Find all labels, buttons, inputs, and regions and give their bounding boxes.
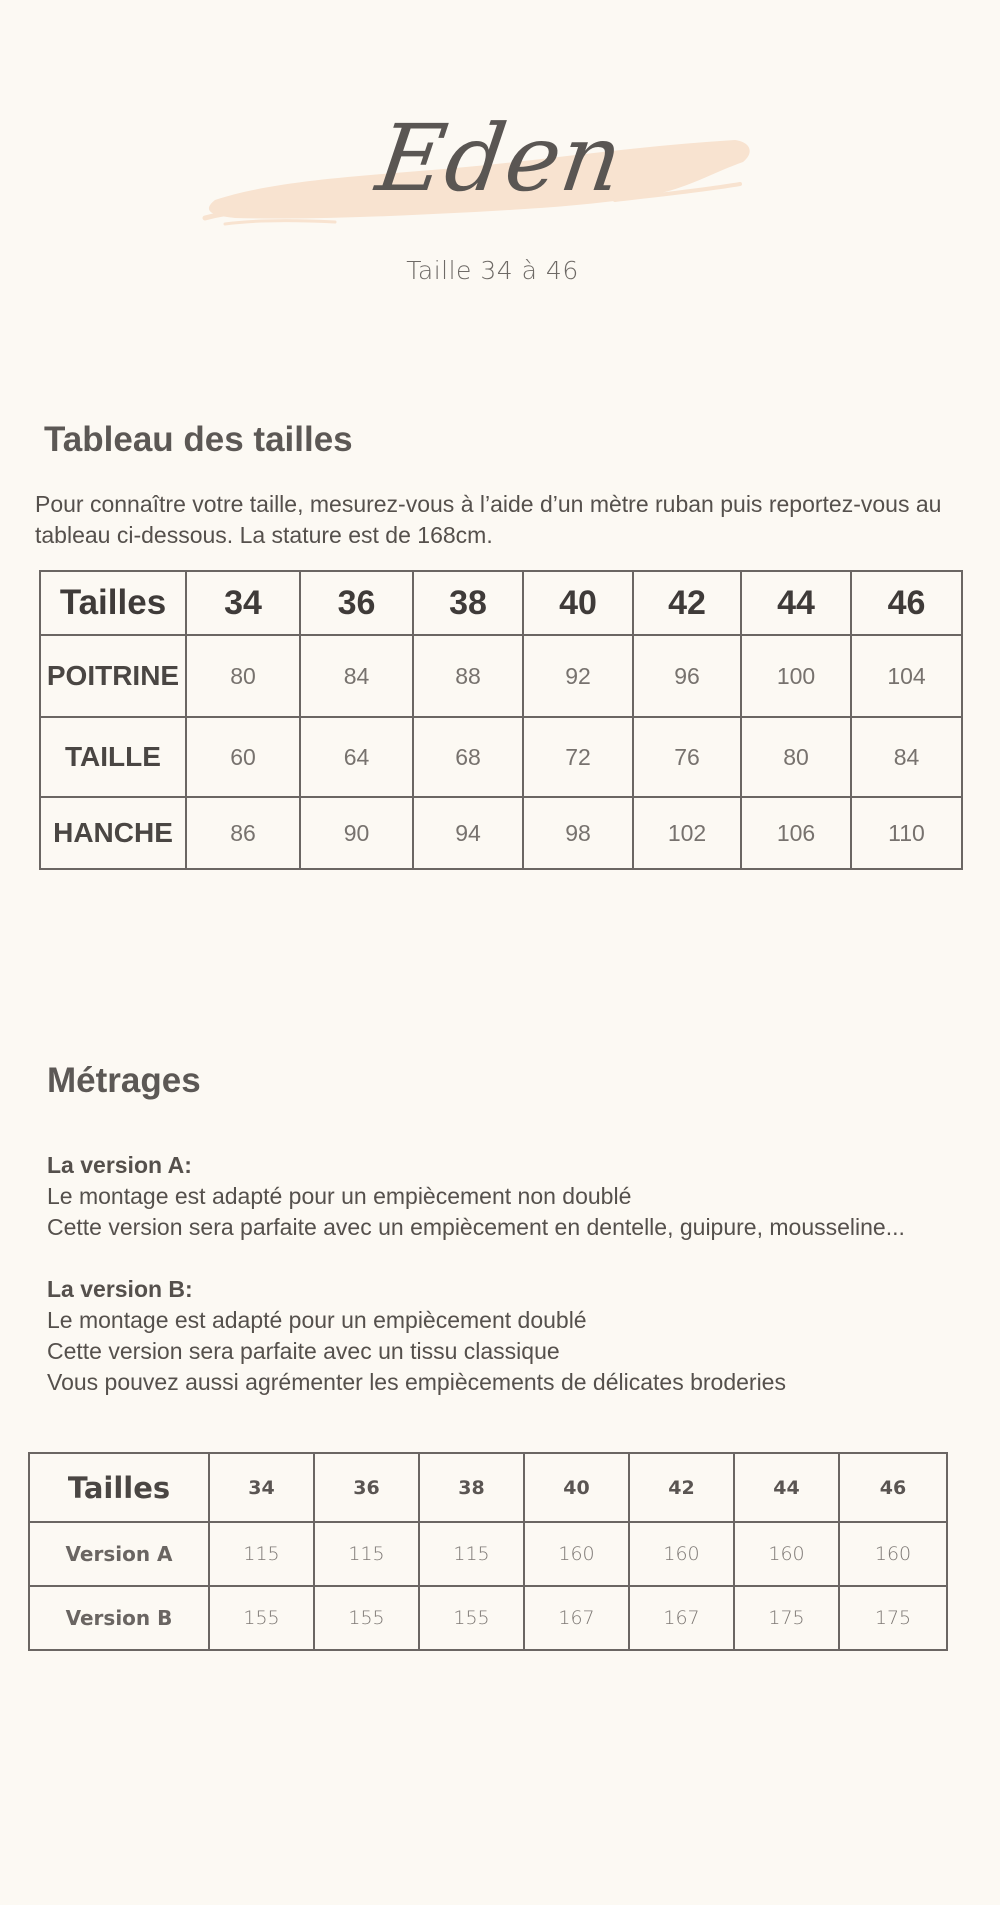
yardage-heading: Métrages bbox=[47, 1061, 201, 1100]
header-label: Tailles bbox=[40, 571, 186, 635]
row-label: Version A bbox=[29, 1522, 209, 1586]
yardage-table bbox=[28, 1452, 948, 1651]
table-cell: 64 bbox=[300, 717, 413, 797]
size-header-cell: 38 bbox=[413, 571, 523, 635]
size-range-subtitle: Taille 34 à 46 bbox=[406, 256, 579, 285]
table-cell: 106 bbox=[741, 797, 851, 869]
table-cell: 155 bbox=[209, 1586, 314, 1650]
table-row bbox=[40, 717, 962, 797]
table-cell: 94 bbox=[413, 797, 523, 869]
table-cell: 72 bbox=[523, 717, 633, 797]
table-cell: 110 bbox=[851, 797, 962, 869]
size-header-cell: 42 bbox=[633, 571, 741, 635]
size-header-cell: 46 bbox=[839, 1453, 947, 1522]
version-b-line: Cette version sera parfaite avec un tissu classique bbox=[47, 1338, 560, 1364]
version-a-line: Cette version sera parfaite avec un empiècement en dentelle, guipure, mousseline... bbox=[47, 1214, 905, 1240]
size-header-cell: 42 bbox=[629, 1453, 734, 1522]
version-b-line: Le montage est adapté pour un empiècement doublé bbox=[47, 1307, 587, 1333]
table-cell: 160 bbox=[629, 1522, 734, 1586]
table-cell: 76 bbox=[633, 717, 741, 797]
table-row bbox=[40, 797, 962, 869]
size-header-cell: 36 bbox=[300, 571, 413, 635]
table-row bbox=[29, 1586, 947, 1650]
table-cell: 96 bbox=[633, 635, 741, 717]
table-cell: 175 bbox=[839, 1586, 947, 1650]
table-cell: 104 bbox=[851, 635, 962, 717]
size-header-cell: 40 bbox=[524, 1453, 629, 1522]
table-cell: 102 bbox=[633, 797, 741, 869]
table-cell: 84 bbox=[851, 717, 962, 797]
header-label: Tailles bbox=[29, 1453, 209, 1522]
size-header-cell: 44 bbox=[741, 571, 851, 635]
yardage-header-row bbox=[29, 1453, 947, 1522]
table-cell: 160 bbox=[839, 1522, 947, 1586]
table-cell: 115 bbox=[419, 1522, 524, 1586]
table-cell: 167 bbox=[629, 1586, 734, 1650]
table-cell: 115 bbox=[209, 1522, 314, 1586]
table-cell: 175 bbox=[734, 1586, 839, 1650]
logo-title: Eden bbox=[370, 105, 630, 212]
table-cell: 100 bbox=[741, 635, 851, 717]
table-cell: 90 bbox=[300, 797, 413, 869]
size-header-cell: 36 bbox=[314, 1453, 419, 1522]
table-cell: 84 bbox=[300, 635, 413, 717]
size-header-cell: 46 bbox=[851, 571, 962, 635]
table-cell: 160 bbox=[734, 1522, 839, 1586]
version-a-line: Le montage est adapté pour un empiècement non doublé bbox=[47, 1183, 632, 1209]
table-cell: 167 bbox=[524, 1586, 629, 1650]
size-header-cell: 40 bbox=[523, 571, 633, 635]
size-header-cell: 38 bbox=[419, 1453, 524, 1522]
version-b-heading: La version B: bbox=[47, 1276, 193, 1302]
table-cell: 115 bbox=[314, 1522, 419, 1586]
row-label: HANCHE bbox=[40, 797, 186, 869]
size-chart-table bbox=[39, 570, 963, 870]
table-cell: 155 bbox=[419, 1586, 524, 1650]
table-cell: 86 bbox=[186, 797, 300, 869]
table-row bbox=[29, 1522, 947, 1586]
row-label: POITRINE bbox=[40, 635, 186, 717]
size-header-cell: 44 bbox=[734, 1453, 839, 1522]
table-cell: 92 bbox=[523, 635, 633, 717]
table-cell: 80 bbox=[741, 717, 851, 797]
table-row bbox=[40, 635, 962, 717]
table-cell: 155 bbox=[314, 1586, 419, 1650]
row-label: TAILLE bbox=[40, 717, 186, 797]
table-cell: 160 bbox=[524, 1522, 629, 1586]
table-cell: 68 bbox=[413, 717, 523, 797]
version-a-heading: La version A: bbox=[47, 1152, 192, 1178]
size-header-cell: 34 bbox=[209, 1453, 314, 1522]
table-cell: 98 bbox=[523, 797, 633, 869]
row-label: Version B bbox=[29, 1586, 209, 1650]
table-cell: 80 bbox=[186, 635, 300, 717]
table-cell: 60 bbox=[186, 717, 300, 797]
spacer bbox=[47, 1243, 987, 1274]
version-descriptions bbox=[47, 1150, 987, 1398]
version-b-line: Vous pouvez aussi agrémenter les empiècements de délicates broderies bbox=[47, 1369, 786, 1395]
size-header-row bbox=[40, 571, 962, 635]
size-header-cell: 34 bbox=[186, 571, 300, 635]
size-chart-heading: Tableau des tailles bbox=[44, 420, 353, 459]
table-cell: 88 bbox=[413, 635, 523, 717]
size-chart-intro: Pour connaître votre taille, mesurez-vous à l’aide d’un mètre ruban puis reportez-vous au tableau ci-dessous. La stature est de 168cm. bbox=[35, 491, 942, 548]
